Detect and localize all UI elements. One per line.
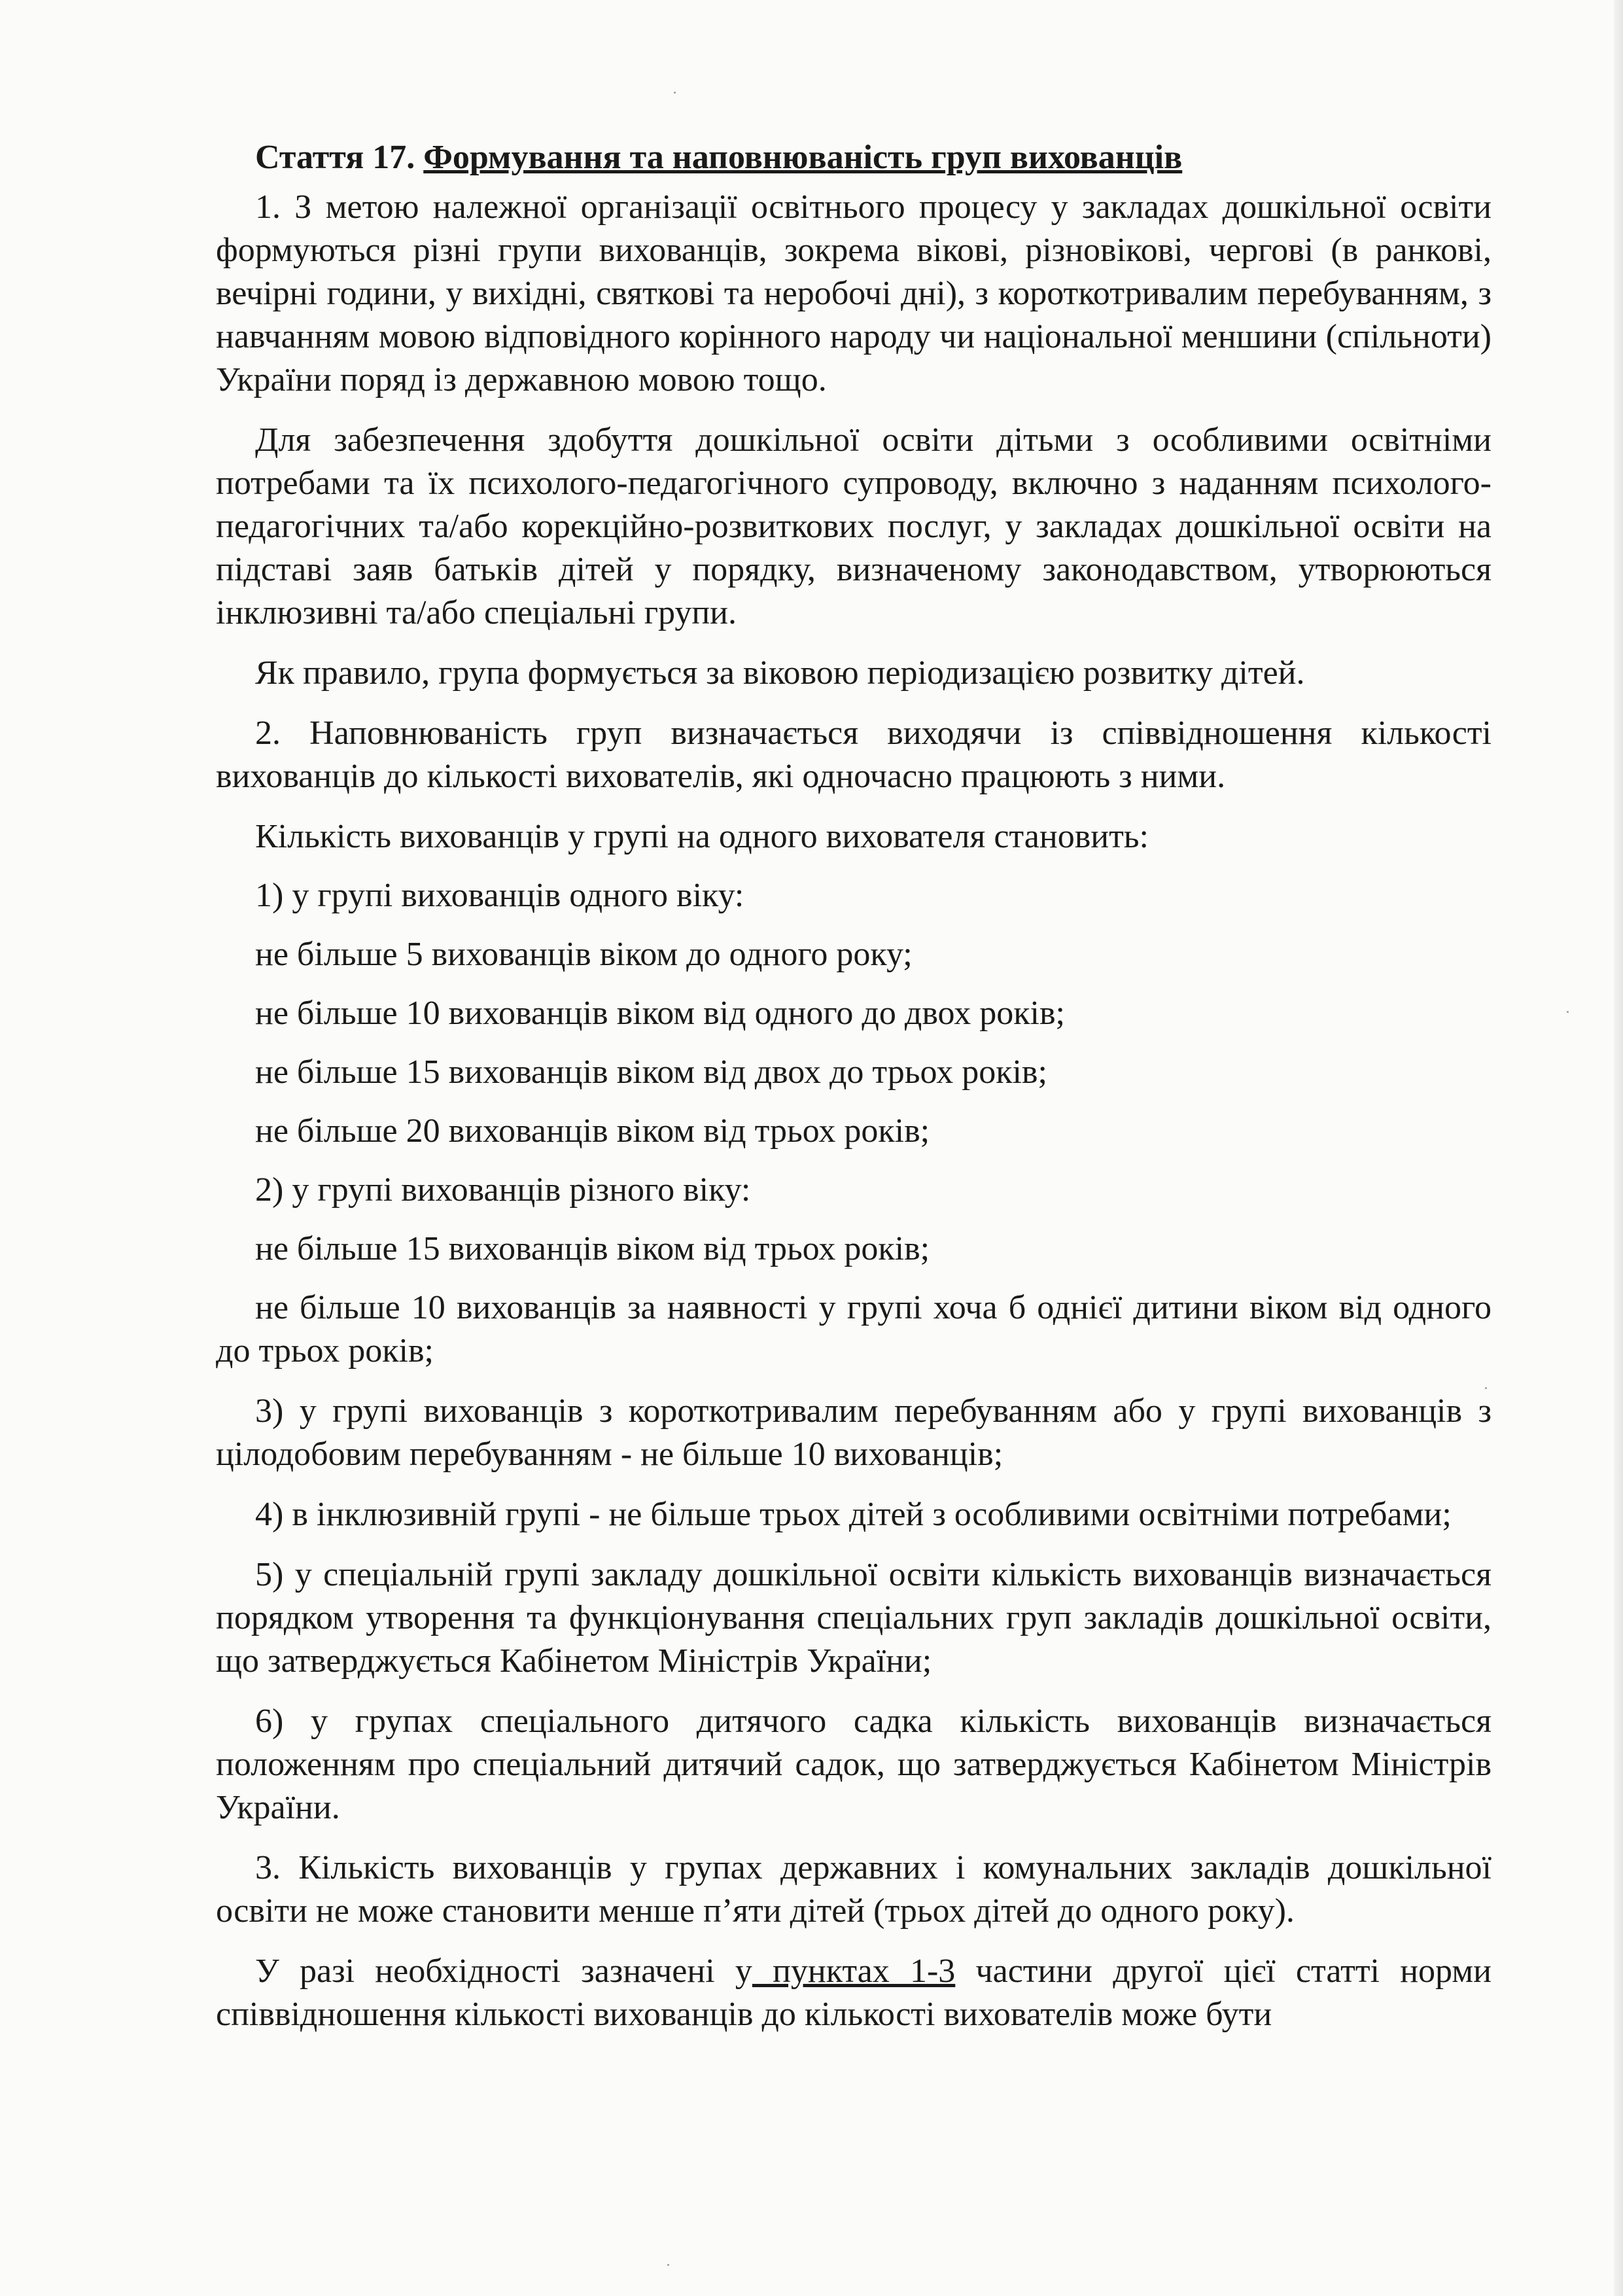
last-paragraph-end: частини другої цієї статті норми співвідношення кількості вихованців до кількості вихователів може бути [216,1952,1492,2033]
paragraph: 5) у спеціальній групі закладу дошкільної освіти кількість вихованців визначається порядком утворення та функціонування спеціальних груп закладів дошкільної освіти, що затверджується Кабінетом Міністрів України; [216,1556,1492,1680]
paragraph: 4) в інклюзивній групі - не більше трьох дітей з особливими освітніми потребами; [255,1496,1452,1533]
cross-reference-link[interactable]: пунктах 1-3 [752,1952,956,1990]
last-paragraph-start: У разі необхідності зазначені у [255,1952,752,1990]
paragraph: 2. Наповнюваність груп визначається виходячи із співвідношення кількості вихованців до кількості вихователів, які одночасно працюють з ними. [216,715,1492,795]
scan-speck [667,2264,669,2266]
list-item: не більше 20 вихованців віком від трьох років; [255,1112,930,1150]
paragraph: 1. З метою належної організації освітнього процесу у закладах дошкільної освіти формуються різні групи вихованців, зокрема вікові, різновікові, чергові (в ранкові, вечірні години, у вихідні, святкові та неробочі дні), з короткотривалим перебуванням, з навчанням мовою відповідного корінного народу чи національної меншини (спільноти) України поряд із державною мовою тощо. [216,188,1492,398]
list-item: не більше 15 вихованців віком від трьох років; [255,1230,930,1267]
document-page [216,136,1492,2053]
scan-speck [674,92,676,94]
scan-speck [1567,1011,1569,1013]
article-title [216,136,1492,179]
paragraph: не більше 10 вихованців за наявності у групі хоча б однієї дитини віком від одного до трьох років; [216,1289,1492,1369]
last-paragraph [216,1950,1492,2036]
article-heading: Формування та наповнюваність груп вихованців [423,139,1183,176]
paragraph: 3. Кількість вихованців у групах державних і комунальних закладів дошкільної освіти не може становити менше п’яти дітей (трьох дітей до одного року). [216,1849,1492,1930]
paragraph: 6) у групах спеціального дитячого садка кількість вихованців визначається положенням про спеціальний дитячий садок, що затверджується Кабінетом Міністрів України. [216,1703,1492,1826]
paragraph: Для забезпечення здобуття дошкільної освіти дітьми з особливими освітніми потребами та їх психолого-педагогічного супроводу, включно з наданням психолого-педагогічних та/або корекційно-розвиткових послуг, у закладах дошкільної освіти на підставі заяв батьків дітей у порядку, визначеному законодавством, утворюються інклюзивні та/або спеціальні групи. [216,421,1492,631]
paragraph: 3) у групі вихованців з короткотривалим перебуванням або у групі вихованців з цілодобовим перебуванням - не більше 10 вихованців; [216,1392,1492,1473]
list-item: 2) у групі вихованців різного віку: [255,1171,751,1209]
paragraph: Як правило, група формується за віковою періодизацією розвитку дітей. [255,654,1305,692]
list-item: не більше 5 вихованців віком до одного року; [255,936,913,973]
list-item: 1) у групі вихованців одного віку: [255,877,744,914]
article-number: Стаття 17. [255,139,415,176]
list-item: не більше 15 вихованців віком від двох до трьох років; [255,1053,1047,1091]
paragraph: Кількість вихованців у групі на одного вихователя становить: [255,818,1149,855]
list-item: не більше 10 вихованців віком від одного до двох років; [255,995,1065,1032]
scan-edge [1614,0,1623,2296]
